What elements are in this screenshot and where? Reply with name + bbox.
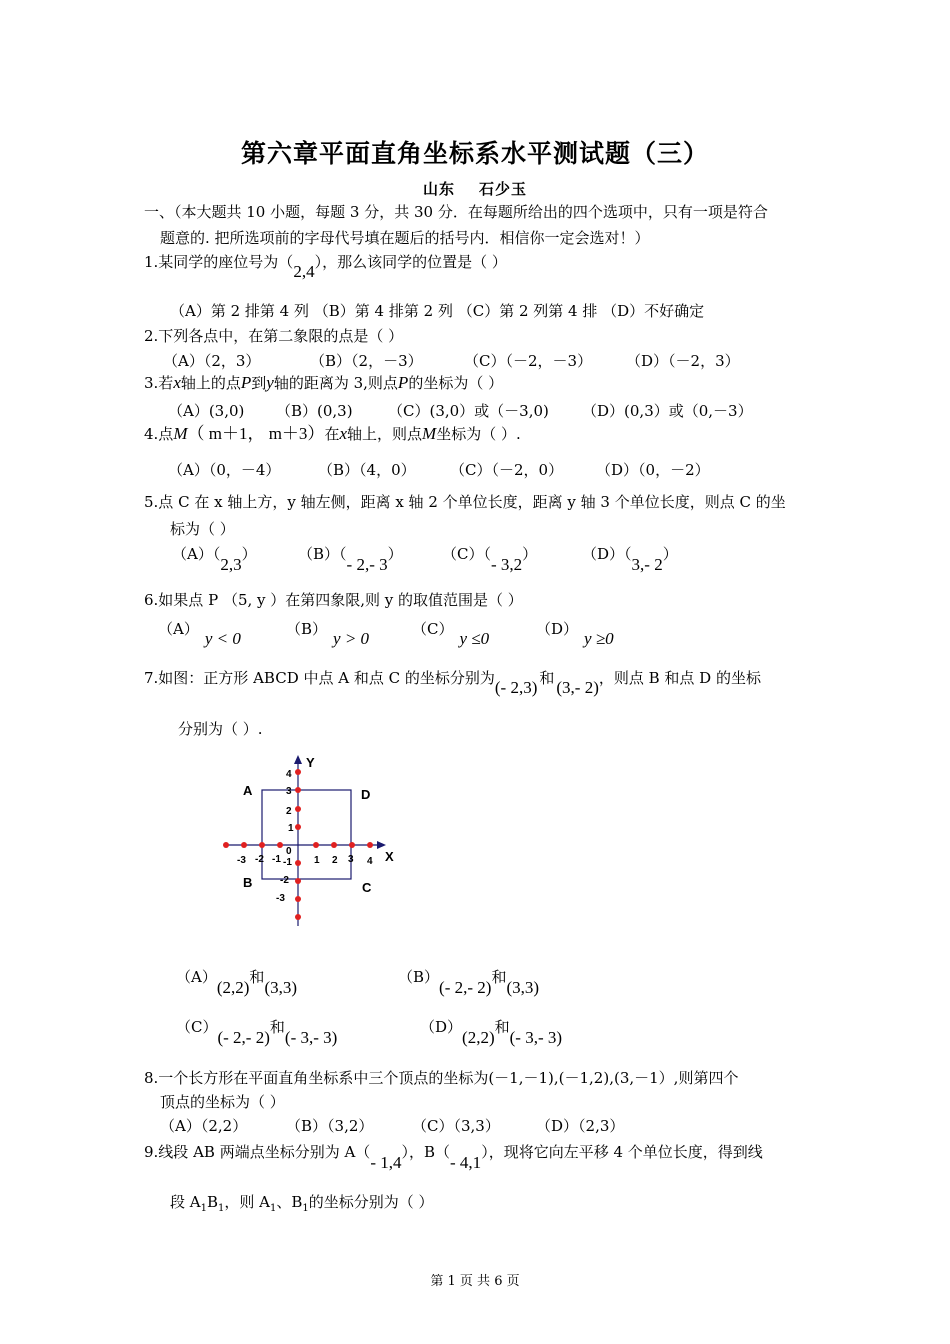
square-abcd	[262, 790, 351, 879]
q3-option-d: （D）(0,3）或（0,－3）	[582, 402, 753, 420]
q7-option-a	[176, 967, 298, 997]
q4-part4: 坐标为（ ）.	[436, 425, 521, 443]
y-axis-arrow	[294, 755, 302, 764]
q3-part5: 的坐标为（ ）	[408, 374, 504, 392]
q6-b-math: y > 0	[333, 629, 370, 648]
x-tick-label: 4	[367, 856, 373, 867]
q5-a-label: （A）（	[172, 545, 221, 563]
q9-sub2: 1	[218, 1203, 225, 1214]
q3-part2: 轴上的点	[180, 374, 241, 392]
q7-a-math2: (3,3)	[264, 978, 298, 997]
x-tick-label: -3	[237, 855, 246, 866]
q1-stem-b: ），那么该同学的位置是（ ）	[314, 253, 507, 271]
q4-coord: （ m＋1， m＋3）	[187, 424, 325, 443]
q1-math: 2,4	[293, 262, 315, 281]
q7-math-a: (- 2,3)	[494, 678, 538, 697]
q9-sub1: 1	[200, 1203, 207, 1214]
q7-c-math1: (- 2,- 2)	[217, 1028, 270, 1047]
q4-part1: 4.点	[144, 425, 174, 443]
y-tick-label: 4	[286, 769, 292, 780]
q9-l2b: B	[206, 1193, 219, 1211]
y-tick-label: 1	[288, 823, 294, 834]
x-point	[331, 842, 337, 848]
q3-part1: 3.若	[144, 374, 174, 392]
q7-b-math1: (- 2,- 2)	[439, 978, 492, 997]
x-point	[223, 842, 229, 848]
q2-option-a: （A）（2，3）	[163, 352, 261, 370]
section-instructions-line1: 一、（本大题共 10 小题，每题 3 分，共 30 分．在每题所给出的四个选项中，只有一项是符合	[144, 203, 768, 221]
y-tick-label: 2	[286, 806, 292, 817]
y-point	[295, 824, 301, 830]
q9-math1: - 1,4	[370, 1153, 402, 1172]
q7-b-label: （B）	[398, 968, 440, 986]
x-point	[349, 842, 355, 848]
q7-b-math2: (3,3)	[506, 978, 540, 997]
y-point	[295, 878, 301, 884]
q7-a-and: 和	[249, 968, 265, 986]
x-tick-label: -2	[255, 854, 264, 865]
q8-option-d: （D）（2,3）	[536, 1117, 625, 1135]
q5-a-close: ）	[241, 545, 257, 563]
q7-d-and: 和	[494, 1018, 510, 1036]
q6-option-c	[412, 619, 490, 648]
vertex-label-d: D	[361, 787, 371, 802]
q9-part3: ），现将它向左平移 4 个单位长度，得到线	[481, 1143, 763, 1161]
y-point	[295, 860, 301, 866]
q7-stem-b: ，则点 B 和点 D 的坐标	[598, 669, 761, 687]
q7-a-label: （A）	[176, 968, 217, 986]
q5-option-b	[298, 544, 403, 574]
q6-b-label: （B）	[286, 620, 328, 638]
q5-d-label: （D）（	[582, 545, 632, 563]
q4-m: M	[173, 424, 188, 443]
x-point	[277, 842, 283, 848]
q5-option-d	[582, 544, 678, 574]
q4-option-a: （A）（0，－4）	[168, 461, 281, 479]
q4-part2: 在	[324, 425, 340, 443]
q7-d-label: （D）	[420, 1018, 463, 1036]
question-4-stem	[144, 424, 521, 444]
question-6-stem: 6.如果点 P （5, y ）在第四象限,则 y 的取值范围是（ ）	[144, 591, 523, 609]
q7-option-d	[420, 1017, 563, 1047]
author-name: 石少玉	[479, 180, 528, 198]
x-axis-label: X	[385, 849, 394, 864]
q5-b-close: ）	[387, 545, 403, 563]
y-tick-label: -2	[280, 875, 289, 886]
q5-b-label: （B）（	[298, 545, 347, 563]
author-line	[0, 178, 950, 199]
vertex-label-a: A	[243, 783, 253, 798]
q3-option-a: （A）(3,0)	[168, 402, 245, 420]
q7-c-math2: (- 3,- 3)	[284, 1028, 338, 1047]
q7-and: 和	[539, 669, 555, 687]
y-tick-label: 3	[286, 786, 292, 797]
question-1-options: （A）第 2 排第 4 列 （B）第 4 排第 2 列 （C）第 2 列第 4 排 （D）不好确定	[170, 302, 705, 320]
question-9-line1	[144, 1142, 763, 1172]
q3-option-b: （B）(0,3)	[276, 402, 353, 420]
q9-l2d: 、B	[276, 1193, 303, 1211]
q6-d-label: （D）	[536, 620, 579, 638]
q3-option-c: （C）(3,0）或（－3,0)	[388, 402, 549, 420]
q8-option-c: （C）（3,3）	[412, 1117, 500, 1135]
question-7-stem	[144, 668, 761, 697]
q7-option-b	[398, 967, 540, 997]
q7-math-c: (3,- 2)	[556, 678, 599, 697]
question-8-line1: 8.一个长方形在平面直角坐标系中三个顶点的坐标为(－1,－1),(－1,2),(3,－1）,则第四个	[144, 1069, 739, 1087]
vertex-label-b: B	[243, 875, 253, 890]
x-tick-label: -1	[272, 854, 281, 865]
q9-part2: ），B（	[401, 1143, 451, 1161]
question-7-line2: 分别为（ ）.	[178, 720, 263, 738]
q5-c-math: - 3,2	[490, 555, 523, 574]
y-point	[295, 896, 301, 902]
x-point	[241, 842, 247, 848]
q5-option-c	[442, 544, 538, 574]
q9-l2c: ，则 A	[224, 1193, 270, 1211]
q7-d-math1: (2,2)	[462, 1028, 495, 1047]
q3-part4: 轴的距离为 3,则点	[273, 374, 398, 392]
x-axis-arrow	[377, 841, 386, 849]
section-instructions-line2: 题意的. 把所选项前的字母代号填在题后的括号内．相信你一定会选对！）	[160, 229, 650, 247]
q9-sub4: 1	[302, 1203, 309, 1214]
q8-option-a: （A）（2,2）	[160, 1117, 248, 1135]
question-2-stem: 2.下列各点中，在第二象限的点是（ ）	[144, 327, 404, 345]
y-point	[295, 914, 301, 920]
q4-x: x	[339, 424, 347, 443]
coordinate-figure	[210, 748, 410, 934]
q9-l2e: 的坐标分别为（ ）	[308, 1193, 434, 1211]
question-5-line2: 标为（ ）	[170, 520, 235, 538]
q7-option-c	[176, 1017, 338, 1047]
q6-c-math: y ≤0	[459, 629, 490, 648]
q6-option-d	[536, 619, 614, 648]
x-point	[367, 842, 373, 848]
q7-a-math1: (2,2)	[216, 978, 250, 997]
x-tick-label: 3	[348, 854, 354, 865]
y-tick-label: -1	[283, 857, 292, 868]
q6-option-b	[286, 619, 370, 648]
origin-label: 0	[286, 846, 292, 857]
vertex-label-c: C	[362, 880, 372, 895]
q3-p: P	[240, 373, 252, 392]
q5-c-label: （C）（	[442, 545, 491, 563]
y-tick-label: -3	[276, 893, 285, 904]
q2-option-d: （D）（－2，3）	[626, 352, 740, 370]
q7-c-label: （C）	[176, 1018, 218, 1036]
x-point	[313, 842, 319, 848]
question-9-line2	[170, 1192, 434, 1219]
q2-option-c: （C）（－2，－3）	[464, 352, 593, 370]
page-title: 第六章平面直角坐标系水平测试题（三）	[240, 139, 709, 168]
q3-p2: P	[397, 373, 409, 392]
y-point	[295, 806, 301, 812]
q2-option-b: （B）（2，－3）	[310, 352, 423, 370]
question-8-line2: 顶点的坐标为（ ）	[160, 1093, 285, 1111]
q1-stem-a: 1.某同学的座位号为（	[144, 253, 294, 271]
q5-c-close: ）	[522, 545, 538, 563]
q7-stem-a: 7.如图：正方形 ABCD 中点 A 和点 C 的坐标分别为	[144, 669, 495, 687]
q8-option-b: （B）（3,2）	[286, 1117, 374, 1135]
q5-option-a	[172, 544, 257, 574]
q5-a-math: 2,3	[220, 555, 242, 574]
q5-b-math: - 2,- 3	[346, 555, 388, 574]
y-axis-label: Y	[306, 755, 315, 770]
q4-option-d: （D）（0，－2）	[596, 461, 710, 479]
q9-sub3: 1	[270, 1203, 277, 1214]
q5-d-close: ）	[662, 545, 678, 563]
q3-part3: 到	[251, 374, 267, 392]
q7-c-and: 和	[269, 1018, 285, 1036]
q6-a-math: y < 0	[204, 629, 241, 648]
q9-math2: - 4,1	[450, 1153, 482, 1172]
question-1-stem	[144, 252, 507, 281]
q6-a-label: （A）	[158, 620, 199, 638]
x-tick-label: 1	[314, 855, 320, 866]
question-3-stem	[144, 373, 503, 393]
q9-l2a: 段 A	[170, 1193, 201, 1211]
q6-d-math: y ≥0	[584, 629, 614, 648]
question-5-line1: 5.点 C 在 x 轴上方，y 轴左侧，距离 x 轴 2 个单位长度，距离 y 轴 3 个单位长度，则点 C 的坐	[144, 493, 786, 511]
y-point	[295, 769, 301, 775]
page-footer: 第 1 页 共 6 页	[430, 1274, 520, 1289]
q3-y: y	[266, 373, 274, 392]
q6-c-label: （C）	[412, 620, 454, 638]
author-province: 山东	[422, 180, 455, 198]
q4-option-b: （B）（4，0）	[318, 461, 416, 479]
y-point	[295, 787, 301, 793]
q7-d-math2: (- 3,- 3)	[509, 1028, 563, 1047]
x-tick-label: 2	[332, 855, 338, 866]
q6-option-a	[158, 619, 241, 648]
q4-part3: 轴上，则点	[347, 425, 423, 443]
q5-d-math: 3,- 2	[631, 555, 663, 574]
q9-part1: 9.线段 AB 两端点坐标分别为 A（	[144, 1143, 371, 1161]
q3-x: x	[173, 373, 181, 392]
q4-option-c: （C）（－2，0）	[450, 461, 564, 479]
x-point	[259, 842, 265, 848]
q4-m2: M	[422, 424, 437, 443]
q7-b-and: 和	[491, 968, 507, 986]
